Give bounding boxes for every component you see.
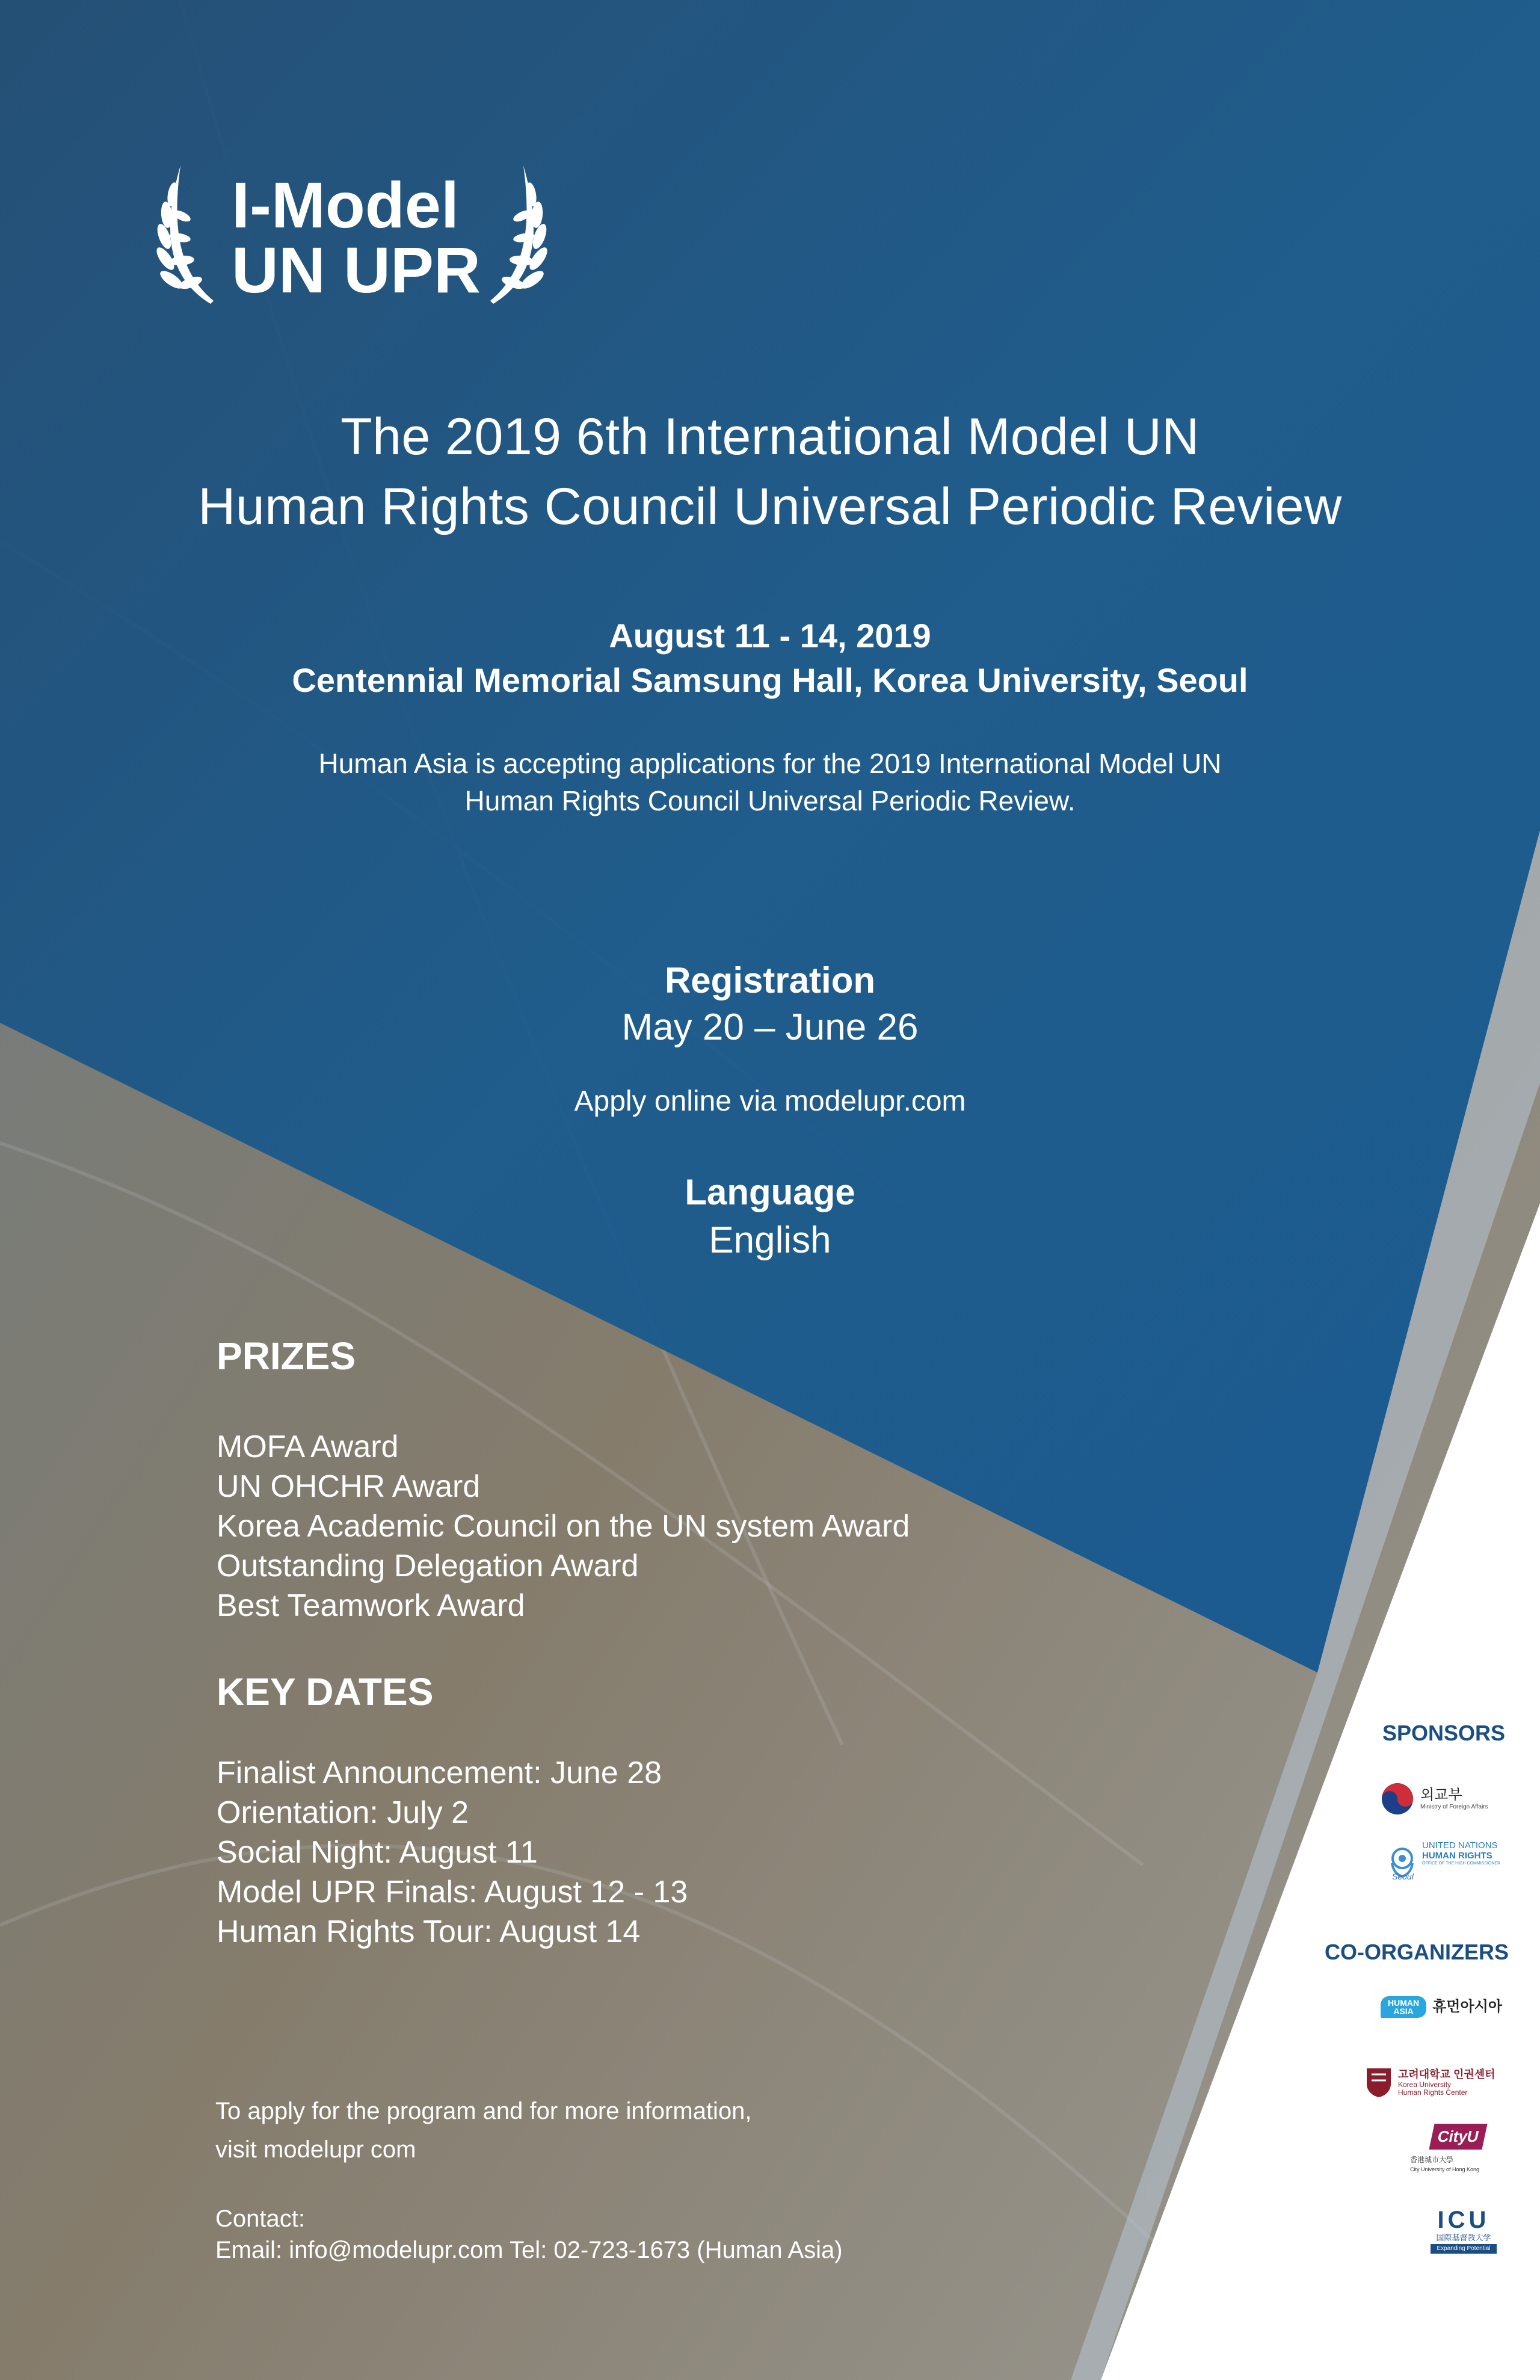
human-asia-badge: [1381, 1996, 1426, 2018]
sponsor-mofa: [1381, 1782, 1488, 1816]
taegeuk-icon: [1381, 1782, 1414, 1816]
list-item: MOFA Award: [217, 1429, 399, 1464]
logo: [153, 159, 550, 310]
cityu-badge: CityU: [1429, 2124, 1487, 2150]
icu-cjk: 国際基督教大学: [1436, 2233, 1491, 2242]
info-line-2[interactable]: visit modelupr com: [215, 2136, 416, 2163]
laurel-left-icon: [153, 159, 226, 310]
list-item: UN OHCHR Award: [217, 1469, 481, 1504]
key-dates-list: [217, 1753, 688, 1952]
co-organizer-korea-university: [1366, 2066, 1495, 2098]
co-organizers-heading: CO-ORGANIZERS: [1325, 1940, 1509, 1964]
footer-info: [215, 2092, 752, 2169]
registration-heading: Registration: [664, 960, 876, 1000]
co-organizer-icu: [1431, 2207, 1497, 2254]
mofa-sub: Ministry of Foreign Affairs: [1420, 1804, 1488, 1810]
footer-contact: [215, 2203, 843, 2266]
logo-line-1: I-Model: [232, 168, 459, 241]
event-title: [0, 402, 1540, 541]
language-heading: Language: [685, 1172, 855, 1212]
info-line-1: To apply for the program and for more information,: [215, 2098, 752, 2124]
intro-paragraph: [0, 745, 1540, 819]
human-asia-badge-top: HUMAN: [1388, 1998, 1420, 2008]
title-line-2: Human Rights Council Universal Periodic Review: [198, 478, 1342, 535]
apply-online-text: Apply online via modelupr.com: [574, 1085, 966, 1117]
logo-line-2: UN UPR: [232, 233, 481, 306]
registration-dates: May 20 – June 26: [621, 1007, 919, 1048]
event-details: [0, 614, 1540, 703]
human-asia-badge-bottom: ASIA: [1393, 2006, 1414, 2016]
list-item: Best Teamwork Award: [217, 1588, 525, 1623]
intro-line-2: Human Rights Council Universal Periodic Review.: [464, 785, 1076, 816]
list-item: Orientation: July 2: [217, 1795, 469, 1830]
korea-university-crest-icon: [1366, 2066, 1392, 2098]
cityu-line-1: 香港城市大學: [1410, 2156, 1454, 2164]
prizes-heading: PRIZES: [217, 1334, 356, 1378]
sponsor-un-human-rights: [1388, 1841, 1500, 1881]
prizes-list: [217, 1427, 910, 1626]
co-organizer-human-asia: [1381, 1996, 1502, 2018]
un-line-1: UNITED NATIONS: [1422, 1840, 1498, 1851]
sponsors-heading: SPONSORS: [1382, 1721, 1506, 1745]
event-date: August 11 - 14, 2019: [609, 617, 931, 655]
list-item: Outstanding Delegation Award: [217, 1549, 639, 1583]
ku-en-1: Korea University: [1398, 2080, 1452, 2089]
human-asia-korean: 휴먼아시아: [1432, 1999, 1503, 2015]
list-item: Korea Academic Council on the UN system Award: [217, 1509, 910, 1544]
un-line-3: OFFICE OF THE HIGH COMMISSIONER: [1422, 1861, 1501, 1866]
laurel-right-icon: [478, 159, 550, 310]
list-item: Human Rights Tour: August 14: [217, 1914, 641, 1949]
contact-line[interactable]: Email: info@modelupr.com Tel: 02-723-1673 (Human Asia): [215, 2237, 843, 2263]
icu-name: ICU: [1437, 2207, 1490, 2233]
icu-tagline: Expanding Potential: [1431, 2244, 1497, 2254]
ku-korean: 고려대학교 인권센터: [1398, 2068, 1495, 2080]
contact-label: Contact:: [215, 2206, 305, 2232]
event-venue: Centennial Memorial Samsung Hall, Korea University, Seoul: [292, 661, 1248, 699]
ku-en-2: Human Rights Center: [1398, 2088, 1468, 2097]
cityu-line-2: City University of Hong Kong: [1410, 2166, 1480, 2172]
list-item: Finalist Announcement: June 28: [217, 1756, 662, 1790]
un-line-2: HUMAN RIGHTS: [1422, 1851, 1492, 1861]
mofa-name: 외교부: [1420, 1787, 1462, 1803]
list-item: Social Night: August 11: [217, 1835, 538, 1870]
key-dates-heading: KEY DATES: [217, 1670, 434, 1713]
co-organizer-cityu: [1408, 2120, 1498, 2186]
intro-line-1: Human Asia is accepting applications for the 2019 International Model UN: [318, 748, 1222, 779]
list-item: Model UPR Finals: August 12 - 13: [217, 1875, 688, 1910]
title-line-1: The 2019 6th International Model UN: [340, 408, 1200, 466]
un-city: Seoul: [1392, 1872, 1414, 1881]
language-value: English: [709, 1219, 831, 1261]
